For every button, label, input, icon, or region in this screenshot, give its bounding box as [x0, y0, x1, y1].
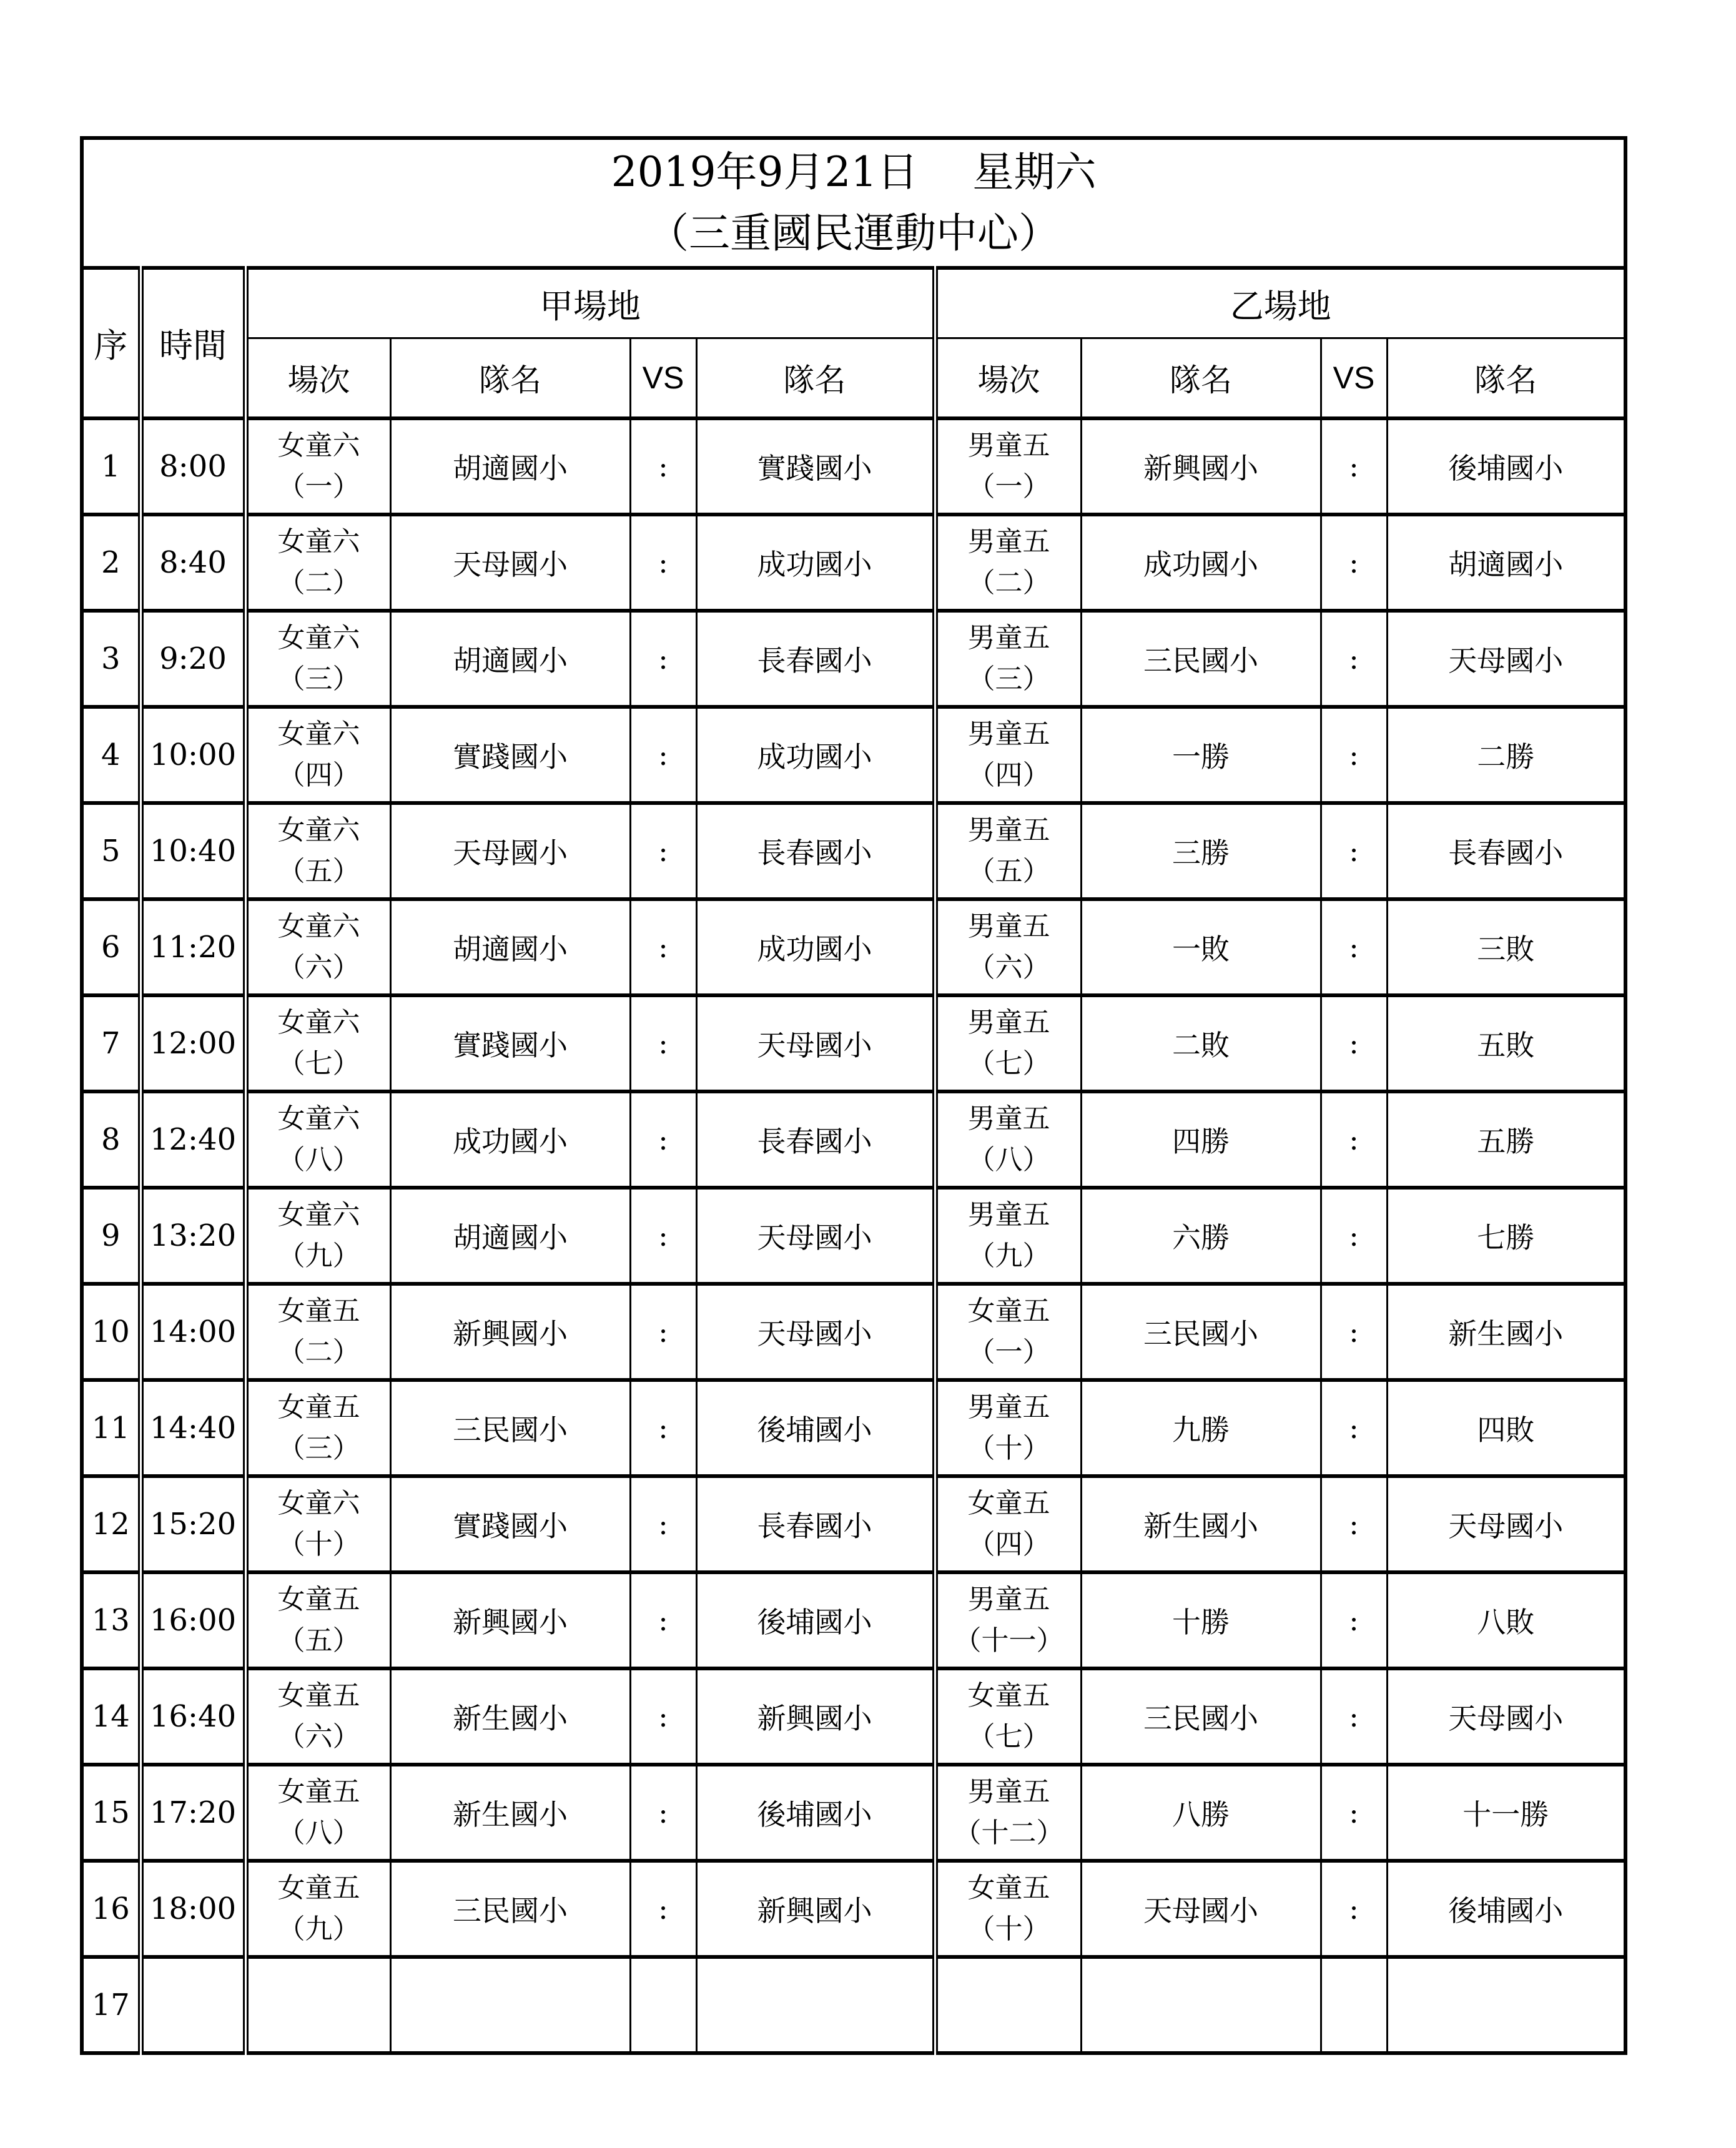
match-b-cell	[935, 707, 1081, 803]
team-b2-cell	[1387, 1957, 1625, 2053]
match-a-cell	[245, 1476, 390, 1572]
table-row	[82, 1668, 1625, 1765]
seq-cell: 3	[82, 611, 141, 707]
table-row	[82, 611, 1625, 707]
match-a-cell	[245, 1668, 390, 1765]
team-a2-cell	[696, 1957, 935, 2053]
match-a-cell	[245, 418, 390, 515]
match-division: 男童五	[967, 910, 1050, 942]
match-division: 女童六	[277, 1487, 360, 1519]
match-division: 男童五	[967, 1391, 1050, 1423]
match-division: 女童六	[277, 526, 360, 558]
team-b2-cell: 新生國小	[1387, 1284, 1625, 1380]
team-a1-cell: 天母國小	[390, 803, 630, 899]
match-b-cell	[935, 1188, 1081, 1284]
match-number: （一）	[967, 471, 1050, 503]
team-b2-cell: 胡適國小	[1387, 515, 1625, 611]
time-cell: 17:20	[141, 1765, 245, 1861]
team-a2-cell: 後埔國小	[696, 1572, 935, 1668]
team-b1-cell	[1081, 1957, 1321, 2053]
team-b1-cell: 九勝	[1081, 1380, 1321, 1476]
match-b-cell	[935, 515, 1081, 611]
vs-a-cell: :	[630, 1668, 696, 1765]
header-team-b2: 隊名	[1387, 338, 1625, 419]
match-number: （五）	[277, 855, 360, 887]
match-division: 女童六	[277, 1103, 360, 1135]
vs-a-cell: :	[630, 1765, 696, 1861]
time-cell: 14:00	[141, 1284, 245, 1380]
team-b1-cell: 六勝	[1081, 1188, 1321, 1284]
match-b-cell	[935, 1668, 1081, 1765]
match-number: （七）	[967, 1721, 1050, 1753]
team-a1-cell: 胡適國小	[390, 418, 630, 515]
match-number: （二）	[967, 567, 1050, 599]
match-division: 女童六	[277, 910, 360, 942]
page-title	[82, 138, 1625, 268]
match-b-cell	[935, 803, 1081, 899]
table-row	[82, 1957, 1625, 2053]
header-team-a2: 隊名	[696, 338, 935, 419]
vs-a-cell: :	[630, 1091, 696, 1188]
match-number: （三）	[277, 663, 360, 695]
team-b1-cell: 三民國小	[1081, 1284, 1321, 1380]
header-vs-b: VS	[1321, 338, 1387, 419]
match-b-cell	[935, 1476, 1081, 1572]
team-a2-cell: 長春國小	[696, 1091, 935, 1188]
team-b1-cell: 四勝	[1081, 1091, 1321, 1188]
team-b1-cell: 一勝	[1081, 707, 1321, 803]
match-b-cell	[935, 1091, 1081, 1188]
table-row	[82, 1380, 1625, 1476]
vs-b-cell: :	[1321, 1476, 1387, 1572]
match-number: （七）	[277, 1048, 360, 1080]
team-a1-cell: 實踐國小	[390, 707, 630, 803]
match-number: （十一）	[954, 1625, 1064, 1657]
team-b1-cell: 新生國小	[1081, 1476, 1321, 1572]
match-number: （十）	[967, 1432, 1050, 1464]
vs-b-cell: :	[1321, 1861, 1387, 1957]
team-a1-cell: 三民國小	[390, 1861, 630, 1957]
table-row	[82, 1476, 1625, 1572]
header-team-b1: 隊名	[1081, 338, 1321, 419]
seq-cell: 15	[82, 1765, 141, 1861]
match-division: 男童五	[967, 718, 1050, 750]
team-b1-cell: 三民國小	[1081, 1668, 1321, 1765]
team-a1-cell: 實踐國小	[390, 1476, 630, 1572]
team-b2-cell: 五敗	[1387, 995, 1625, 1091]
match-division: 女童五	[967, 1295, 1050, 1327]
team-b2-cell: 七勝	[1387, 1188, 1625, 1284]
vs-b-cell: :	[1321, 995, 1387, 1091]
seq-cell: 17	[82, 1957, 141, 2053]
match-division: 女童六	[277, 622, 360, 654]
header-team-a1: 隊名	[390, 338, 630, 419]
seq-cell: 5	[82, 803, 141, 899]
table-row	[82, 995, 1625, 1091]
title-date: 2019年9月21日 星期六	[611, 148, 1097, 196]
match-division: 女童五	[277, 1680, 360, 1712]
match-division: 女童六	[277, 718, 360, 750]
match-division: 男童五	[967, 1199, 1050, 1231]
team-a2-cell: 成功國小	[696, 899, 935, 995]
match-division: 女童六	[277, 814, 360, 846]
match-a-cell	[245, 995, 390, 1091]
match-division: 女童六	[277, 430, 360, 461]
vs-a-cell: :	[630, 803, 696, 899]
vs-b-cell: :	[1321, 611, 1387, 707]
team-a1-cell: 新興國小	[390, 1572, 630, 1668]
table-row	[82, 1861, 1625, 1957]
title-venue: （三重國民運動中心）	[648, 209, 1060, 257]
time-cell: 10:40	[141, 803, 245, 899]
match-number: （八）	[967, 1144, 1050, 1176]
seq-cell: 13	[82, 1572, 141, 1668]
vs-b-cell: :	[1321, 418, 1387, 515]
match-number: （九）	[277, 1913, 360, 1945]
match-b-cell	[935, 1765, 1081, 1861]
match-number: （五）	[277, 1625, 360, 1657]
match-division: 女童五	[967, 1872, 1050, 1904]
team-a2-cell: 天母國小	[696, 1188, 935, 1284]
table-row	[82, 707, 1625, 803]
table-row	[82, 1765, 1625, 1861]
team-a1-cell	[390, 1957, 630, 2053]
team-a2-cell: 成功國小	[696, 707, 935, 803]
match-division: 男童五	[967, 1007, 1050, 1038]
match-number: （一）	[967, 1336, 1050, 1368]
header-match-b: 場次	[935, 338, 1081, 419]
team-a1-cell: 胡適國小	[390, 611, 630, 707]
match-b-cell	[935, 1861, 1081, 1957]
match-number: （六）	[277, 952, 360, 983]
match-a-cell	[245, 899, 390, 995]
match-b-cell	[935, 1284, 1081, 1380]
vs-b-cell: :	[1321, 1765, 1387, 1861]
time-cell: 11:20	[141, 899, 245, 995]
match-a-cell	[245, 803, 390, 899]
match-a-cell	[245, 1765, 390, 1861]
team-b2-cell: 四敗	[1387, 1380, 1625, 1476]
match-a-cell	[245, 1572, 390, 1668]
team-a1-cell: 新興國小	[390, 1284, 630, 1380]
team-a1-cell: 新生國小	[390, 1765, 630, 1861]
table-row	[82, 1284, 1625, 1380]
match-number: （四）	[967, 1529, 1050, 1560]
team-a2-cell: 新興國小	[696, 1861, 935, 1957]
time-cell: 8:40	[141, 515, 245, 611]
header-court-a: 甲場地	[245, 268, 935, 338]
team-a2-cell: 新興國小	[696, 1668, 935, 1765]
match-b-cell	[935, 995, 1081, 1091]
match-number: （九）	[277, 1240, 360, 1272]
team-a1-cell: 三民國小	[390, 1380, 630, 1476]
match-division: 男童五	[967, 1776, 1050, 1808]
team-b2-cell: 二勝	[1387, 707, 1625, 803]
match-division: 女童五	[277, 1295, 360, 1327]
vs-b-cell	[1321, 1957, 1387, 2053]
team-b2-cell: 天母國小	[1387, 611, 1625, 707]
match-a-cell	[245, 1091, 390, 1188]
match-number: （十二）	[954, 1817, 1064, 1849]
team-a2-cell: 實踐國小	[696, 418, 935, 515]
vs-a-cell: :	[630, 1380, 696, 1476]
team-a2-cell: 成功國小	[696, 515, 935, 611]
seq-cell: 10	[82, 1284, 141, 1380]
team-a1-cell: 成功國小	[390, 1091, 630, 1188]
header-vs-a: VS	[630, 338, 696, 419]
match-number: （七）	[967, 1048, 1050, 1080]
match-number: （一）	[277, 471, 360, 503]
match-division: 女童五	[277, 1584, 360, 1615]
header-seq: 序	[82, 268, 141, 418]
seq-cell: 14	[82, 1668, 141, 1765]
match-number: （二）	[277, 1336, 360, 1368]
team-b1-cell: 三民國小	[1081, 611, 1321, 707]
match-b-cell	[935, 611, 1081, 707]
match-a-cell	[245, 515, 390, 611]
vs-b-cell: :	[1321, 707, 1387, 803]
team-a2-cell: 天母國小	[696, 1284, 935, 1380]
team-b2-cell: 後埔國小	[1387, 1861, 1625, 1957]
seq-cell: 11	[82, 1380, 141, 1476]
match-division: 女童五	[277, 1872, 360, 1904]
match-division: 女童五	[277, 1776, 360, 1808]
seq-cell: 1	[82, 418, 141, 515]
match-a-cell	[245, 611, 390, 707]
header-match-a: 場次	[245, 338, 390, 419]
team-a1-cell: 天母國小	[390, 515, 630, 611]
table-row	[82, 899, 1625, 995]
team-b2-cell: 十一勝	[1387, 1765, 1625, 1861]
vs-a-cell: :	[630, 899, 696, 995]
vs-a-cell: :	[630, 995, 696, 1091]
match-number: （二）	[277, 567, 360, 599]
time-cell: 16:00	[141, 1572, 245, 1668]
time-cell: 16:40	[141, 1668, 245, 1765]
team-a2-cell: 長春國小	[696, 611, 935, 707]
match-number: （八）	[277, 1144, 360, 1176]
seq-cell: 9	[82, 1188, 141, 1284]
seq-cell: 2	[82, 515, 141, 611]
table-row	[82, 1572, 1625, 1668]
match-a-cell	[245, 1284, 390, 1380]
team-b2-cell: 三敗	[1387, 899, 1625, 995]
time-cell: 18:00	[141, 1861, 245, 1957]
match-division: 男童五	[967, 1584, 1050, 1615]
team-b2-cell: 天母國小	[1387, 1476, 1625, 1572]
time-cell	[141, 1957, 245, 2053]
match-a-cell	[245, 1380, 390, 1476]
match-division: 女童五	[277, 1391, 360, 1423]
vs-b-cell: :	[1321, 1572, 1387, 1668]
vs-a-cell: :	[630, 707, 696, 803]
vs-a-cell: :	[630, 515, 696, 611]
vs-a-cell: :	[630, 1861, 696, 1957]
header-time: 時間	[141, 268, 245, 418]
match-division: 男童五	[967, 814, 1050, 846]
vs-a-cell: :	[630, 1572, 696, 1668]
vs-a-cell: :	[630, 418, 696, 515]
team-b2-cell: 五勝	[1387, 1091, 1625, 1188]
team-b1-cell: 三勝	[1081, 803, 1321, 899]
match-division: 女童五	[967, 1680, 1050, 1712]
time-cell: 12:00	[141, 995, 245, 1091]
team-b1-cell: 成功國小	[1081, 515, 1321, 611]
vs-b-cell: :	[1321, 803, 1387, 899]
team-b1-cell: 二敗	[1081, 995, 1321, 1091]
match-number: （四）	[277, 759, 360, 791]
team-b2-cell: 後埔國小	[1387, 418, 1625, 515]
table-row	[82, 803, 1625, 899]
team-a1-cell: 新生國小	[390, 1668, 630, 1765]
team-b1-cell: 新興國小	[1081, 418, 1321, 515]
vs-a-cell: :	[630, 1476, 696, 1572]
seq-cell: 4	[82, 707, 141, 803]
team-b1-cell: 天母國小	[1081, 1861, 1321, 1957]
match-division: 女童五	[967, 1487, 1050, 1519]
table-row	[82, 418, 1625, 515]
vs-b-cell: :	[1321, 1284, 1387, 1380]
match-division: 女童六	[277, 1007, 360, 1038]
team-b2-cell: 天母國小	[1387, 1668, 1625, 1765]
team-a1-cell: 胡適國小	[390, 1188, 630, 1284]
vs-b-cell: :	[1321, 1380, 1387, 1476]
match-number: （十）	[277, 1529, 360, 1560]
seq-cell: 7	[82, 995, 141, 1091]
match-number: （九）	[967, 1240, 1050, 1272]
team-a2-cell: 天母國小	[696, 995, 935, 1091]
vs-a-cell: :	[630, 1188, 696, 1284]
match-number: （八）	[277, 1817, 360, 1849]
time-cell: 12:40	[141, 1091, 245, 1188]
match-b-cell	[935, 418, 1081, 515]
time-cell: 15:20	[141, 1476, 245, 1572]
header-court-b: 乙場地	[935, 268, 1625, 338]
team-b1-cell: 八勝	[1081, 1765, 1321, 1861]
match-division: 男童五	[967, 430, 1050, 461]
schedule-table	[80, 136, 1627, 2055]
vs-a-cell: :	[630, 611, 696, 707]
table-row	[82, 1188, 1625, 1284]
seq-cell: 16	[82, 1861, 141, 1957]
match-number: （六）	[277, 1721, 360, 1753]
match-a-cell	[245, 1957, 390, 2053]
match-number: （三）	[967, 663, 1050, 695]
match-number: （五）	[967, 855, 1050, 887]
match-a-cell	[245, 1861, 390, 1957]
table-row	[82, 1091, 1625, 1188]
vs-b-cell: :	[1321, 1188, 1387, 1284]
seq-cell: 12	[82, 1476, 141, 1572]
match-number: （三）	[277, 1432, 360, 1464]
match-number: （六）	[967, 952, 1050, 983]
vs-a-cell: :	[630, 1284, 696, 1380]
team-b2-cell: 八敗	[1387, 1572, 1625, 1668]
match-division: 女童六	[277, 1199, 360, 1231]
match-division: 男童五	[967, 622, 1050, 654]
match-division: 男童五	[967, 526, 1050, 558]
match-number: （四）	[967, 759, 1050, 791]
time-cell: 10:00	[141, 707, 245, 803]
match-division: 男童五	[967, 1103, 1050, 1135]
time-cell: 8:00	[141, 418, 245, 515]
team-a2-cell: 後埔國小	[696, 1380, 935, 1476]
match-b-cell	[935, 1380, 1081, 1476]
vs-b-cell: :	[1321, 1668, 1387, 1765]
time-cell: 14:40	[141, 1380, 245, 1476]
seq-cell: 6	[82, 899, 141, 995]
vs-a-cell	[630, 1957, 696, 2053]
table-row	[82, 515, 1625, 611]
team-b2-cell: 長春國小	[1387, 803, 1625, 899]
team-b1-cell: 十勝	[1081, 1572, 1321, 1668]
team-a2-cell: 長春國小	[696, 1476, 935, 1572]
match-a-cell	[245, 1188, 390, 1284]
vs-b-cell: :	[1321, 899, 1387, 995]
match-b-cell	[935, 1957, 1081, 2053]
team-a1-cell: 胡適國小	[390, 899, 630, 995]
time-cell: 9:20	[141, 611, 245, 707]
match-a-cell	[245, 707, 390, 803]
vs-b-cell: :	[1321, 1091, 1387, 1188]
match-b-cell	[935, 899, 1081, 995]
team-a2-cell: 長春國小	[696, 803, 935, 899]
match-number: （十）	[967, 1913, 1050, 1945]
seq-cell: 8	[82, 1091, 141, 1188]
match-b-cell	[935, 1572, 1081, 1668]
team-a2-cell: 後埔國小	[696, 1765, 935, 1861]
time-cell: 13:20	[141, 1188, 245, 1284]
team-b1-cell: 一敗	[1081, 899, 1321, 995]
team-a1-cell: 實踐國小	[390, 995, 630, 1091]
vs-b-cell: :	[1321, 515, 1387, 611]
